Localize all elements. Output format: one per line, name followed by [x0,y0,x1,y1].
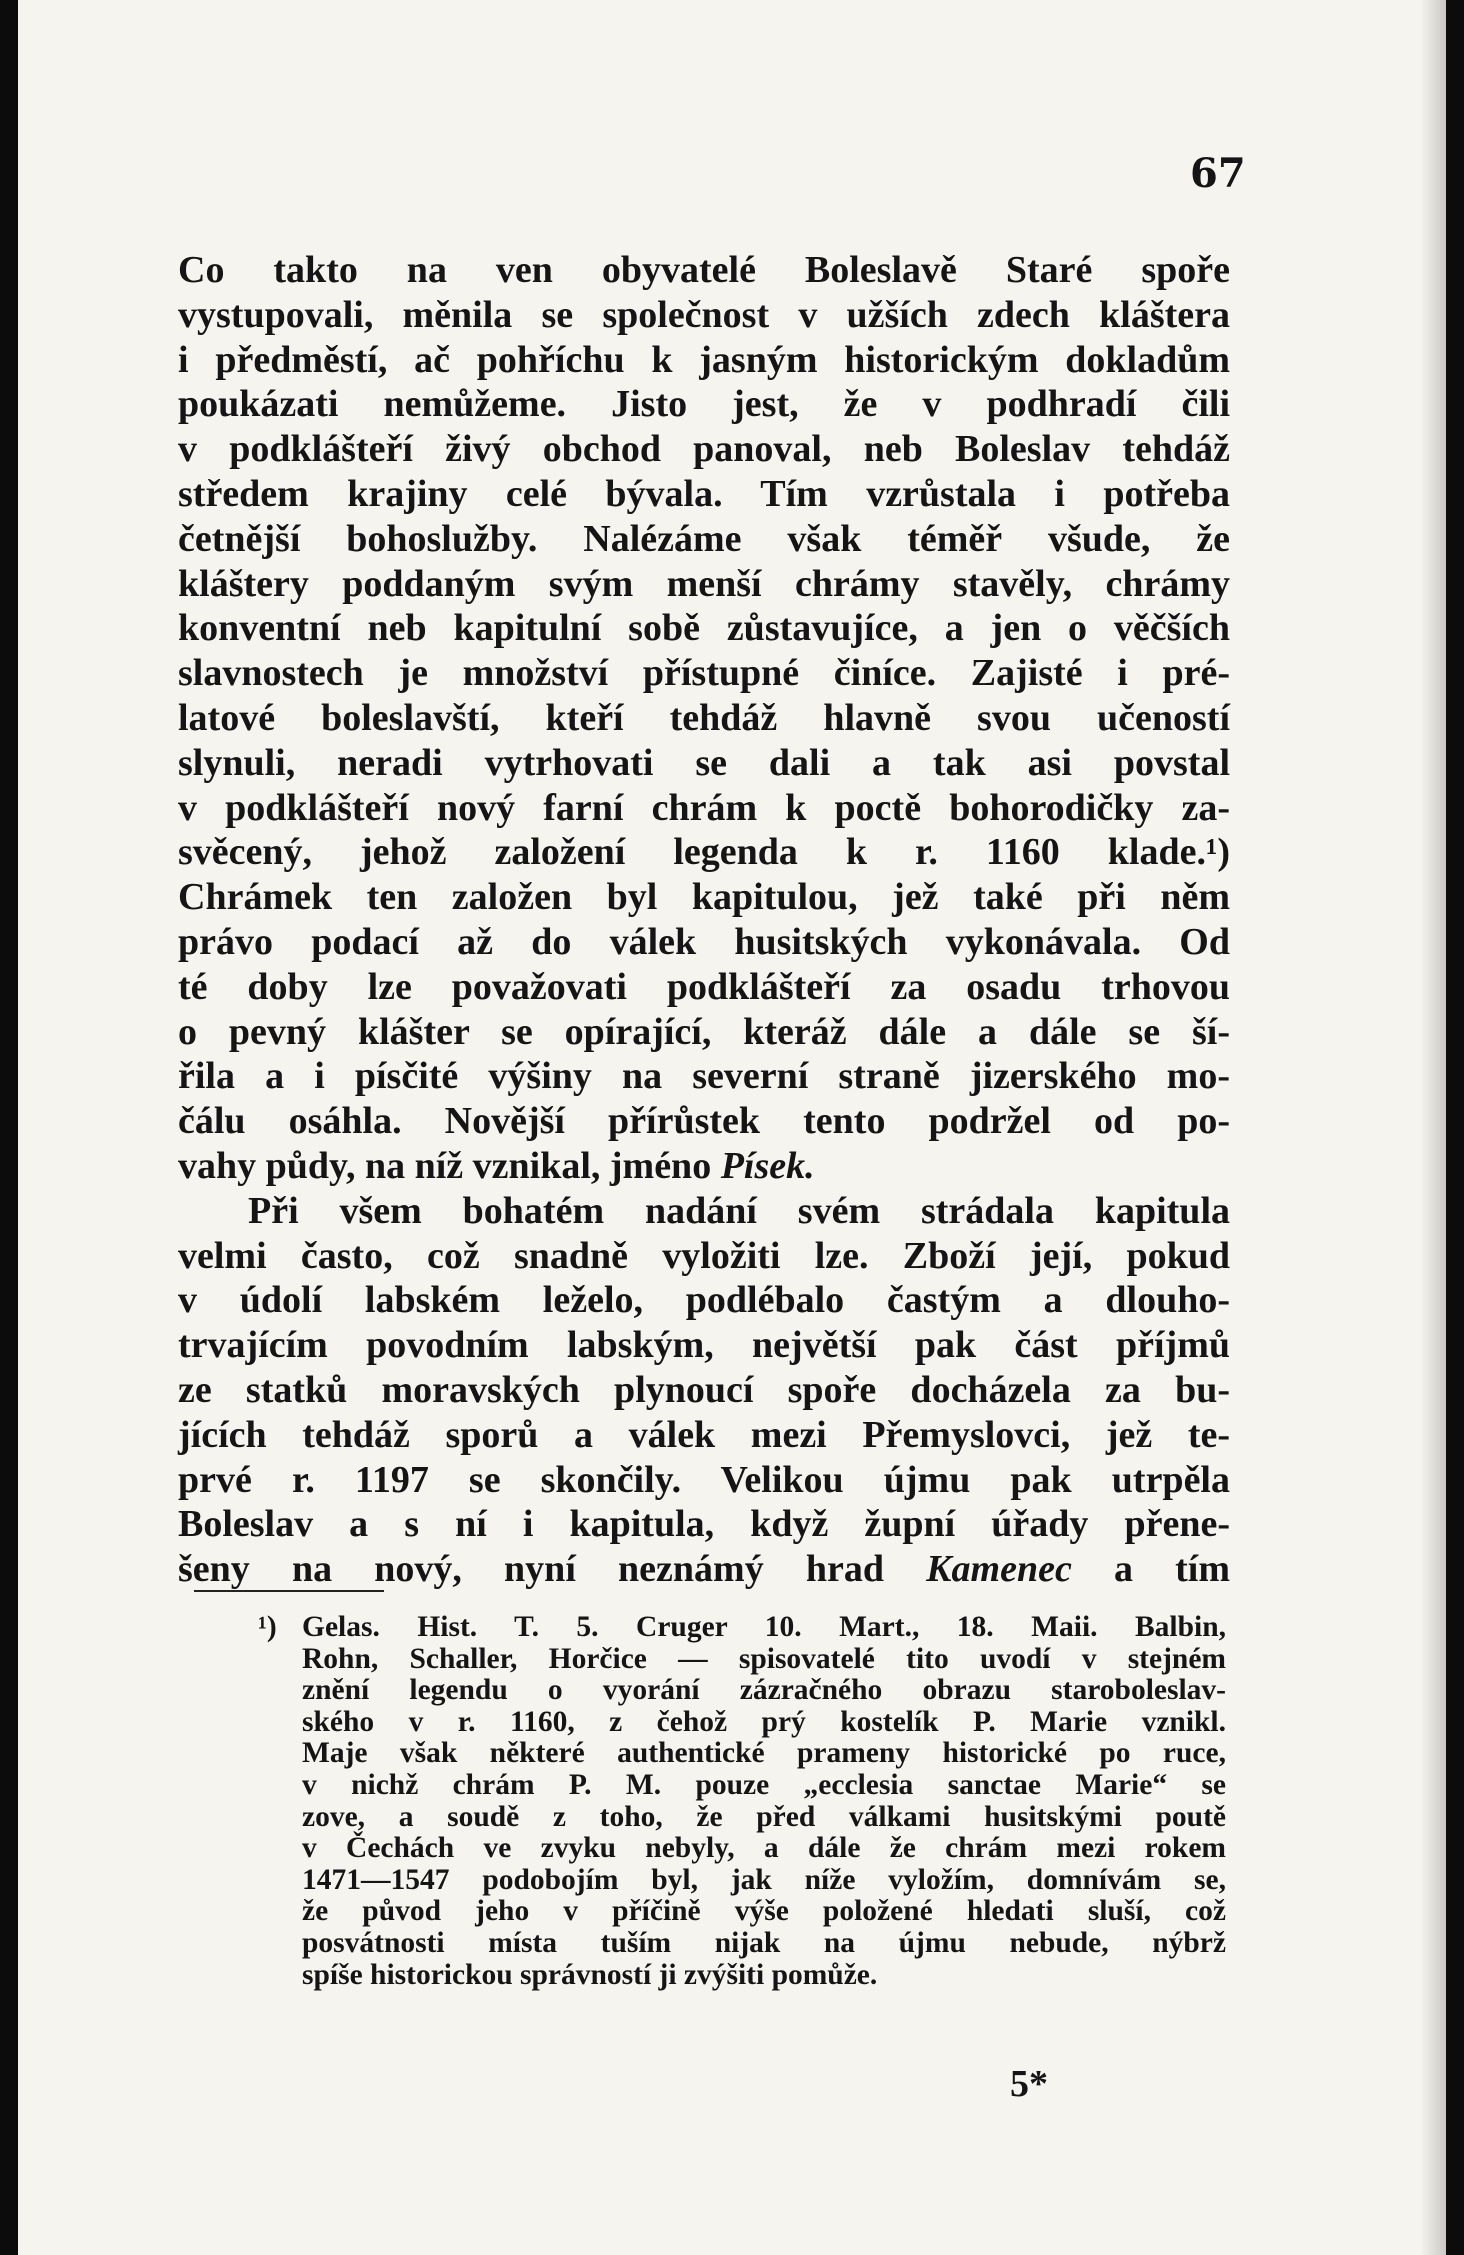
footnote-line: znění legendu o vyorání zázračného obrazu staroboleslav- [302,1674,1226,1707]
body-line: středem krajiny celé bývala. Tím vzrůstala i potřeba [178,472,1230,515]
body-line: četnější bohoslužby. Nalézáme však téměř všude, že [178,517,1230,560]
body-line: vystupovali, měnila se společnost v užších zdech kláštera [178,293,1230,336]
footnote-line: v Čechách ve zvyku nebyly, a dále že chrám mezi rokem [302,1832,1226,1865]
footnote-line: posvátnosti místa tuším nijak na újmu nebude, nýbrž [302,1926,1226,1959]
body-line-text: vahy půdy, na níž vznikal, jméno [178,1144,712,1187]
body-line: poukázati nemůžeme. Jisto jest, že v podhradí čili [178,383,1230,426]
footnote-line: Rohn, Schaller, Horčice — spisovatelé tito uvodí v stejném [302,1642,1226,1675]
body-line-text: šeny na nový, nyní neznámý hrad [178,1548,884,1591]
body-line: o pevný klášter se opírající, kteráž dále a dále se ší- [178,1010,1230,1053]
body-line: konventní neb kapitulní sobě zůstavujíce, a jen o věčších [178,607,1230,650]
body-line: právo podací až do válek husitských vykonávala. Od [178,920,1230,963]
body-line: Co takto na ven obyvatelé Boleslavě Staré spoře [178,249,1230,291]
footnote-line: spíše historickou správností ji zvýšiti pomůže. [302,1958,878,1991]
body-line: ze statků moravských plynoucí spoře docházela za bu- [178,1368,1230,1411]
footnote-line: že původ jeho v příčině výše položené hledati sluší, což [302,1895,1226,1928]
footnote-marker: ¹) [258,1611,277,1643]
body-line: prvé r. 1197 se skončily. Velikou újmu pak utrpěla [178,1458,1230,1501]
italic-word-pisek: Písek. [720,1144,815,1187]
footnote [258,1611,1226,1991]
body-line: latové boleslavští, kteří tehdáž hlavně svou učeností [178,696,1230,739]
body-line: Boleslav a s ní i kapitula, když župní úřady přene- [178,1503,1230,1546]
footnote-line-text: Gelas. Hist. T. 5. Cruger 10. Mart., 18. Maii. Balbin, [302,1611,1226,1643]
body-text [178,248,1230,1592]
italic-word-kamenec: Kamenec [926,1548,1072,1591]
footnote-line: Maje však některé authentické prameny historické po ruce, [302,1737,1226,1770]
body-line [178,1547,1230,1592]
body-line: jících tehdáž sporů a válek mezi Přemyslovci, jež te- [178,1413,1230,1456]
body-line: Chrámek ten založen byl kapitulou, jež také při něm [178,876,1230,919]
body-line: řila a i písčité výšiny na severní straně jizerského mo- [178,1055,1230,1098]
body-line: slynuli, neradi vytrhovati se dali a tak asi povstal [178,741,1230,784]
footnote-line [258,1611,1226,1644]
page-number: 67 [1190,150,1246,197]
body-line: i předměstí, ač pohříchu k jasným historickým dokladům [178,338,1230,381]
body-line-text: a tím [1113,1548,1231,1591]
body-line: kláštery poddaným svým menší chrámy stavěly, chrámy [178,562,1230,605]
footnote-line: ského v r. 1160, z čehož prý kostelík P. Marie vznikl. [302,1705,1226,1738]
footnote-line: zove, a soudě z toho, že před válkami husitskými poutě [302,1800,1226,1833]
body-line: čálu osáhla. Novější přírůstek tento podržel od po- [178,1100,1230,1143]
signature-mark: 5* [1010,2063,1048,2105]
footnote-divider [194,1590,384,1592]
body-line: slavnostech je množství přístupné činíce. Zajisté i pré- [178,652,1230,695]
body-line: v podklášteří nový farní chrám k poctě bohorodičky za- [178,786,1230,829]
body-line: té doby lze považovati podklášteří za osadu trhovou [178,965,1230,1008]
body-line: trvajícím povodním labským, největší pak část příjmů [178,1324,1230,1367]
body-line: Při všem bohatém nadání svém strádala kapitula [248,1189,1230,1232]
body-line [178,1144,1230,1189]
body-line: svěcený, jehož založení legenda k r. 1160 klade.¹) [178,831,1230,874]
book-page [18,0,1446,2255]
footnote-line: 1471—1547 podobojím byl, jak níže vyložím, domnívám se, [302,1863,1226,1896]
body-line: v údolí labském leželo, podlébalo častým a dlouho- [178,1279,1230,1322]
body-line: v podklášteří živý obchod panoval, neb Boleslav tehdáž [178,428,1230,471]
body-line: velmi často, což snadně vyložiti lze. Zboží její, pokud [178,1234,1230,1277]
footnote-line: v nichž chrám P. M. pouze „ecclesia sanctae Marie“ se [302,1768,1226,1801]
